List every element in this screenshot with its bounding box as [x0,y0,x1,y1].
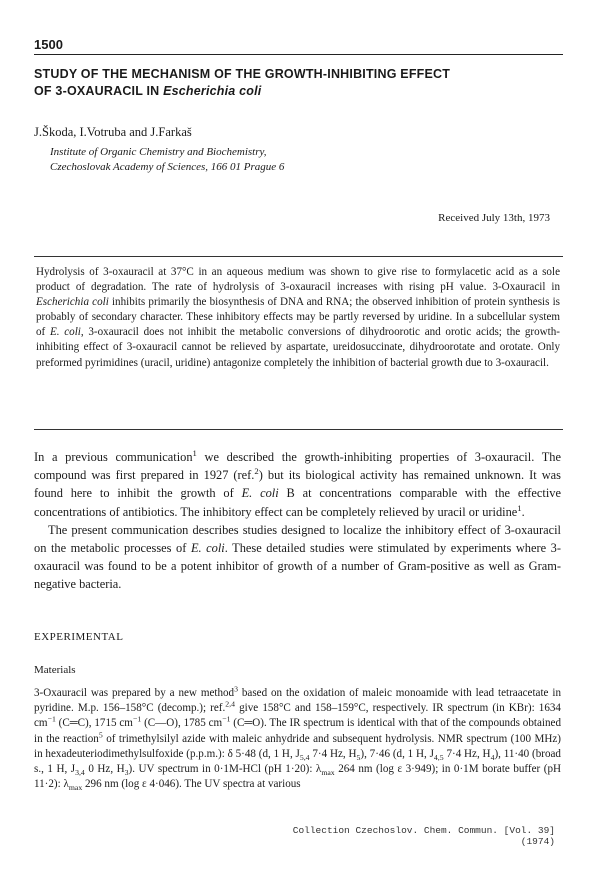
subsection-heading: Materials [34,664,76,676]
authors: J.Škoda, I.Votruba and J.Farkaš [34,125,192,139]
materials-text: 3-Oxauracil was prepared by a new method$^3$ based on the oxidation of maleic monoamide with lead tetraacetate in pyridine. M.p. 156–158°C (decomp.); ref.$^{2,4}$ give 158°C and 158–159°C, respectively. IR spectrum (in KBr): 1634 $cm^{-1}$ (C═C), 1715 $cm^{-1}$ (C—O), 1785 $cm^{-1}$ (C═O). The IR spectrum is identical with that of the compounds obtained in the reaction$^5$ of trimethylsilyl azide with maleic anhydride and subsequent hydrolysis. NMR spectrum (100 MHz) in hexadeuteriodimethylsulfoxide (p.p.m.): δ 5·48 (d, 1 H, $J_{5,4}$ 7·4 Hz, $H_5$), 7·46 (d, 1 H, $J_{4,5}$ 7·4 Hz, $H_4$), 11·40 (broad s., 1 H, $J_{3,4}$ 0 Hz, $H_3$). UV spectrum in 0·1M-HCl (pH 1·20): $\lambda_{max}$ 264 nm (log ε 3·949); in 0·1M borate buffer (pH 11·2): $\lambda_{max}$ 296 nm (log ε 4·046). The UV spectra at various [34,684,562,793]
introduction [34,448,561,594]
abstract: Hydrolysis of 3-oxauracil at 37°C in an aqueous medium was shown to give rise to formylacetic acid as a sole product of degradation. The rate of hydrolysis of 3-oxauracil increases with rising pH value. 3-Oxauracil in Escherichia coli inhibits primarily the biosynthesis of DNA and RNA; the observed inhibition of protein synthesis is probably of secondary character. These inhibitory effects may be partly reversed by uridine. In a subcellular system of E. coli, 3-oxauracil does not inhibit the metabolic conversions of dihydroorotic and orotic acids; the growth-inhibiting effect of 3-oxauracil cannot be relieved by aspartate, ureidosuccinate, dihydroorotate and orotate. Only preformed pyrimidines (uracil, uridine) antagonize completely the inhibition of bacterial growth due to 3-oxauracil. [36,266,560,369]
received-date: Received July 13th, 1973 [438,212,550,224]
header-rule [34,54,563,55]
journal-footer: Collection Czechoslov. Chem. Commun. [Vol. 39] (1974) [292,825,555,847]
affiliation: Institute of Organic Chemistry and Biochemistry, Czechoslovak Academy of Sciences, 166 01 Prague 6 [50,146,285,173]
section-heading: EXPERIMENTAL [34,631,124,643]
intro-paragraph-2: The present communication describes studies designed to localize the inhibitory effect of 3-oxauracil on the metabolic processes of E. coli. These detailed studies were stimulated by experiments where 3-oxauracil was found to be a potent inhibitor of growth of a number of Gram-positive as well as Gram-negative bacteria. [34,522,561,592]
title-line-1: STUDY OF THE MECHANISM OF THE GROWTH-INHIBITING EFFECT [34,67,451,81]
title-line-2: OF 3-OXAURACIL IN Escherichia coli [34,84,262,98]
paper-title [34,66,564,100]
page-number: 1500 [34,37,63,52]
intro-paragraph-1: In a previous communication$^1$ we described the growth-inhibiting properties of 3-oxauracil. The compound was first prepared in 1927 (ref.$^2$) but its biological activity has remained unknown. It was found here to inhibit the growth of E. coli B at concentrations comparable with the effective concentrations of antibiotics. The inhibitory effect can be completely relieved by uracil or uridine$^1$. [34,447,561,519]
